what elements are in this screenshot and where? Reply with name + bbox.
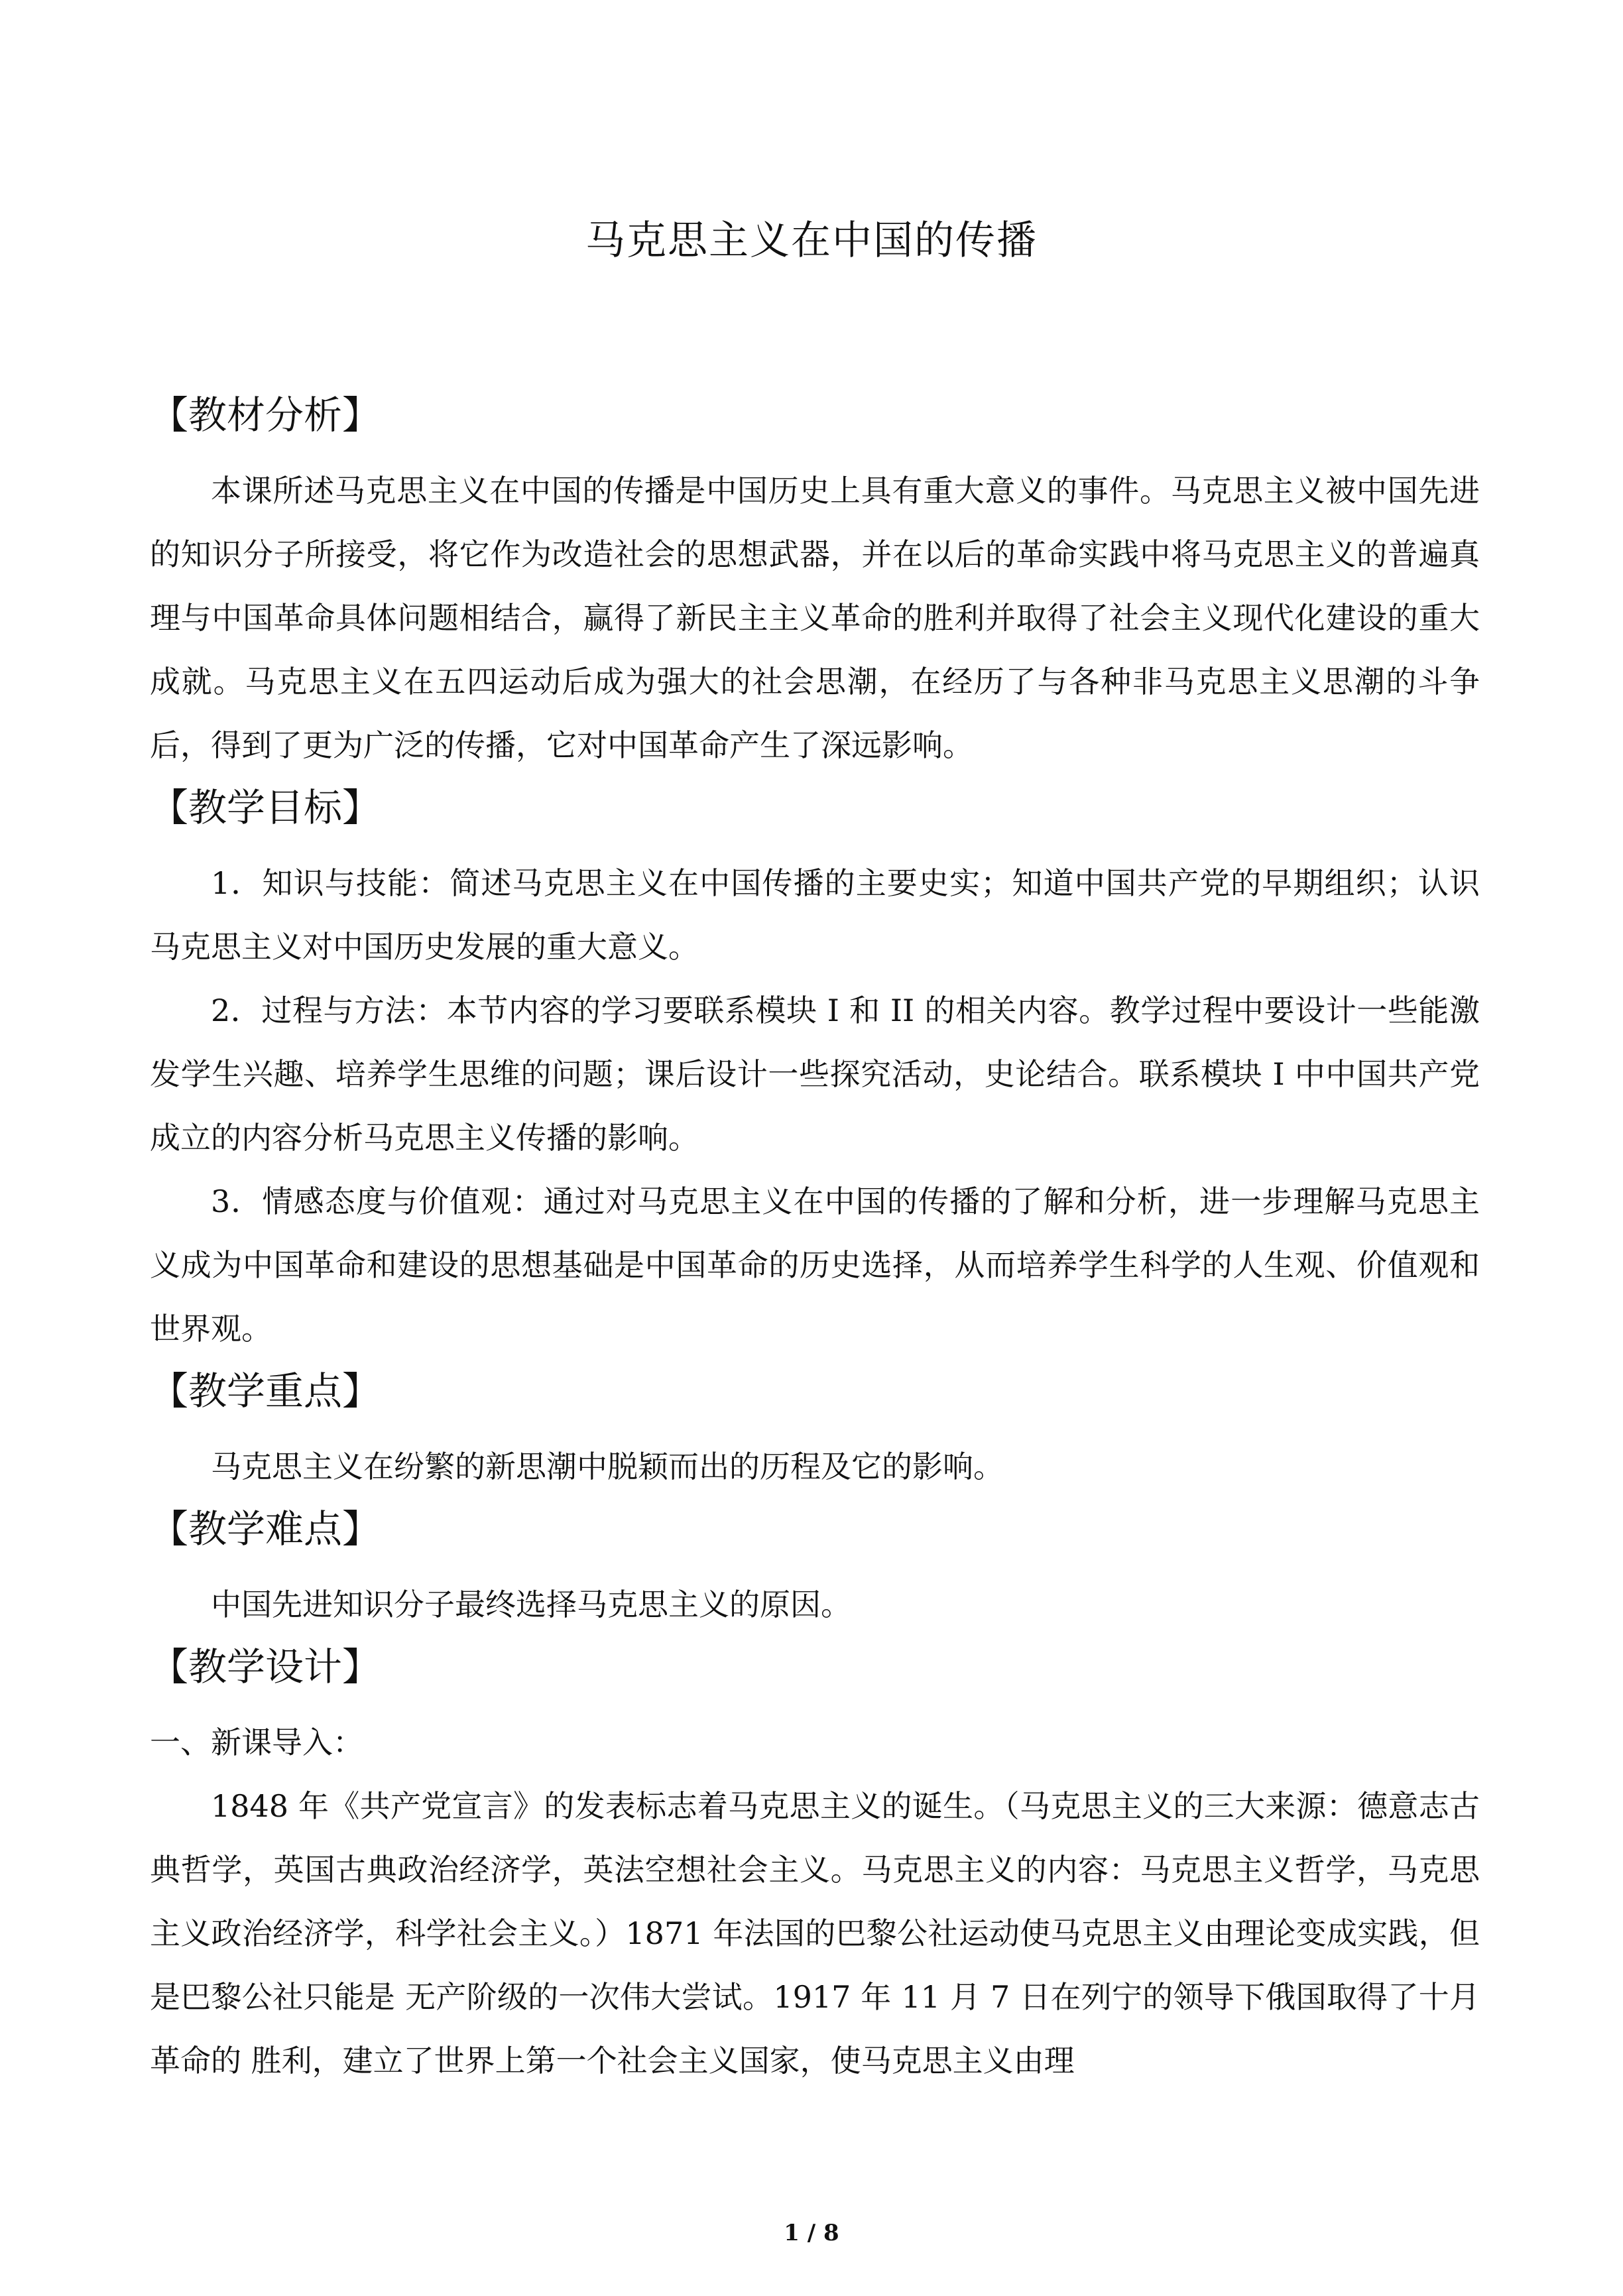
section-heading-difficulties: 【教学难点】 <box>150 1506 381 1551</box>
goal-item-1: 1．知识与技能：简述马克思主义在中国传播的主要史实；知道中国共产党的早期组织；认识马克思主义对中国历史发展的重大意义。 <box>150 865 1480 965</box>
key-points-paragraph: 马克思主义在纷繁的新思潮中脱颖而出的历程及它的影响。 <box>211 1449 1004 1484</box>
document-title: 马克思主义在中国的传播 <box>585 217 1038 264</box>
section-heading-design: 【教学设计】 <box>150 1644 381 1689</box>
goal-item-3: 3．情感态度与价值观：通过对马克思主义在中国的传播的了解和分析，进一步理解马克思主义成为中国革命和建设的思想基础是中国革命的历史选择，从而培养学生科学的人生观、价值观和世界观。 <box>150 1183 1480 1347</box>
section-heading-analysis: 【教材分析】 <box>150 393 381 438</box>
section-heading-key-points: 【教学重点】 <box>150 1368 381 1414</box>
design-paragraph: 1848 年《共产党宣言》的发表标志着马克思主义的诞生。（马克思主义的三大来源：德意志古典哲学，英国古典政治经济学，英法空想社会主义。马克思主义的内容：马克思主义哲学，马克思主义政治经济学，科学社会主义。）1871 年法国的巴黎公社运动使马克思主义由理论变成实践，但是巴黎公社只能是 无产阶级的一次伟大尝试。1917 年 11 月 7 日在列宁的领导下俄国取得了十月革命的 胜利，建立了世界上第一个社会主义国家，使马克思主义由理 <box>150 1788 1480 2079</box>
section-heading-goals: 【教学目标】 <box>150 785 381 830</box>
difficulties-paragraph: 中国先进知识分子最终选择马克思主义的原因。 <box>211 1587 851 1622</box>
document-body <box>150 385 1480 2092</box>
design-subheading: 一、新课导入： <box>150 1724 363 1760</box>
goal-item-2: 2．过程与方法：本节内容的学习要联系模块 I 和 II 的相关内容。教学过程中要设计一些能激发学生兴趣、培养学生思维的问题；课后设计一些探究活动，史论结合。联系模块 I 中中国共产党成立的内容分析马克思主义传播的影响。 <box>150 993 1480 1156</box>
page-number: 1 / 8 <box>784 2220 839 2246</box>
analysis-paragraph: 本课所述马克思主义在中国的传播是中国历史上具有重大意义的事件。马克思主义被中国先进的知识分子所接受，将它作为改造社会的思想武器，并在以后的革命实践中将马克思主义的普遍真理与中国革命具体问题相结合，赢得了新民主主义革命的胜利并取得了社会主义现代化建设的重大成就。马克思主义在五四运动后成为强大的社会思潮，在经历了与各种非马克思主义思潮的斗争后，得到了更为广泛的传播，它对中国革命产生了深远影响。 <box>150 473 1480 763</box>
